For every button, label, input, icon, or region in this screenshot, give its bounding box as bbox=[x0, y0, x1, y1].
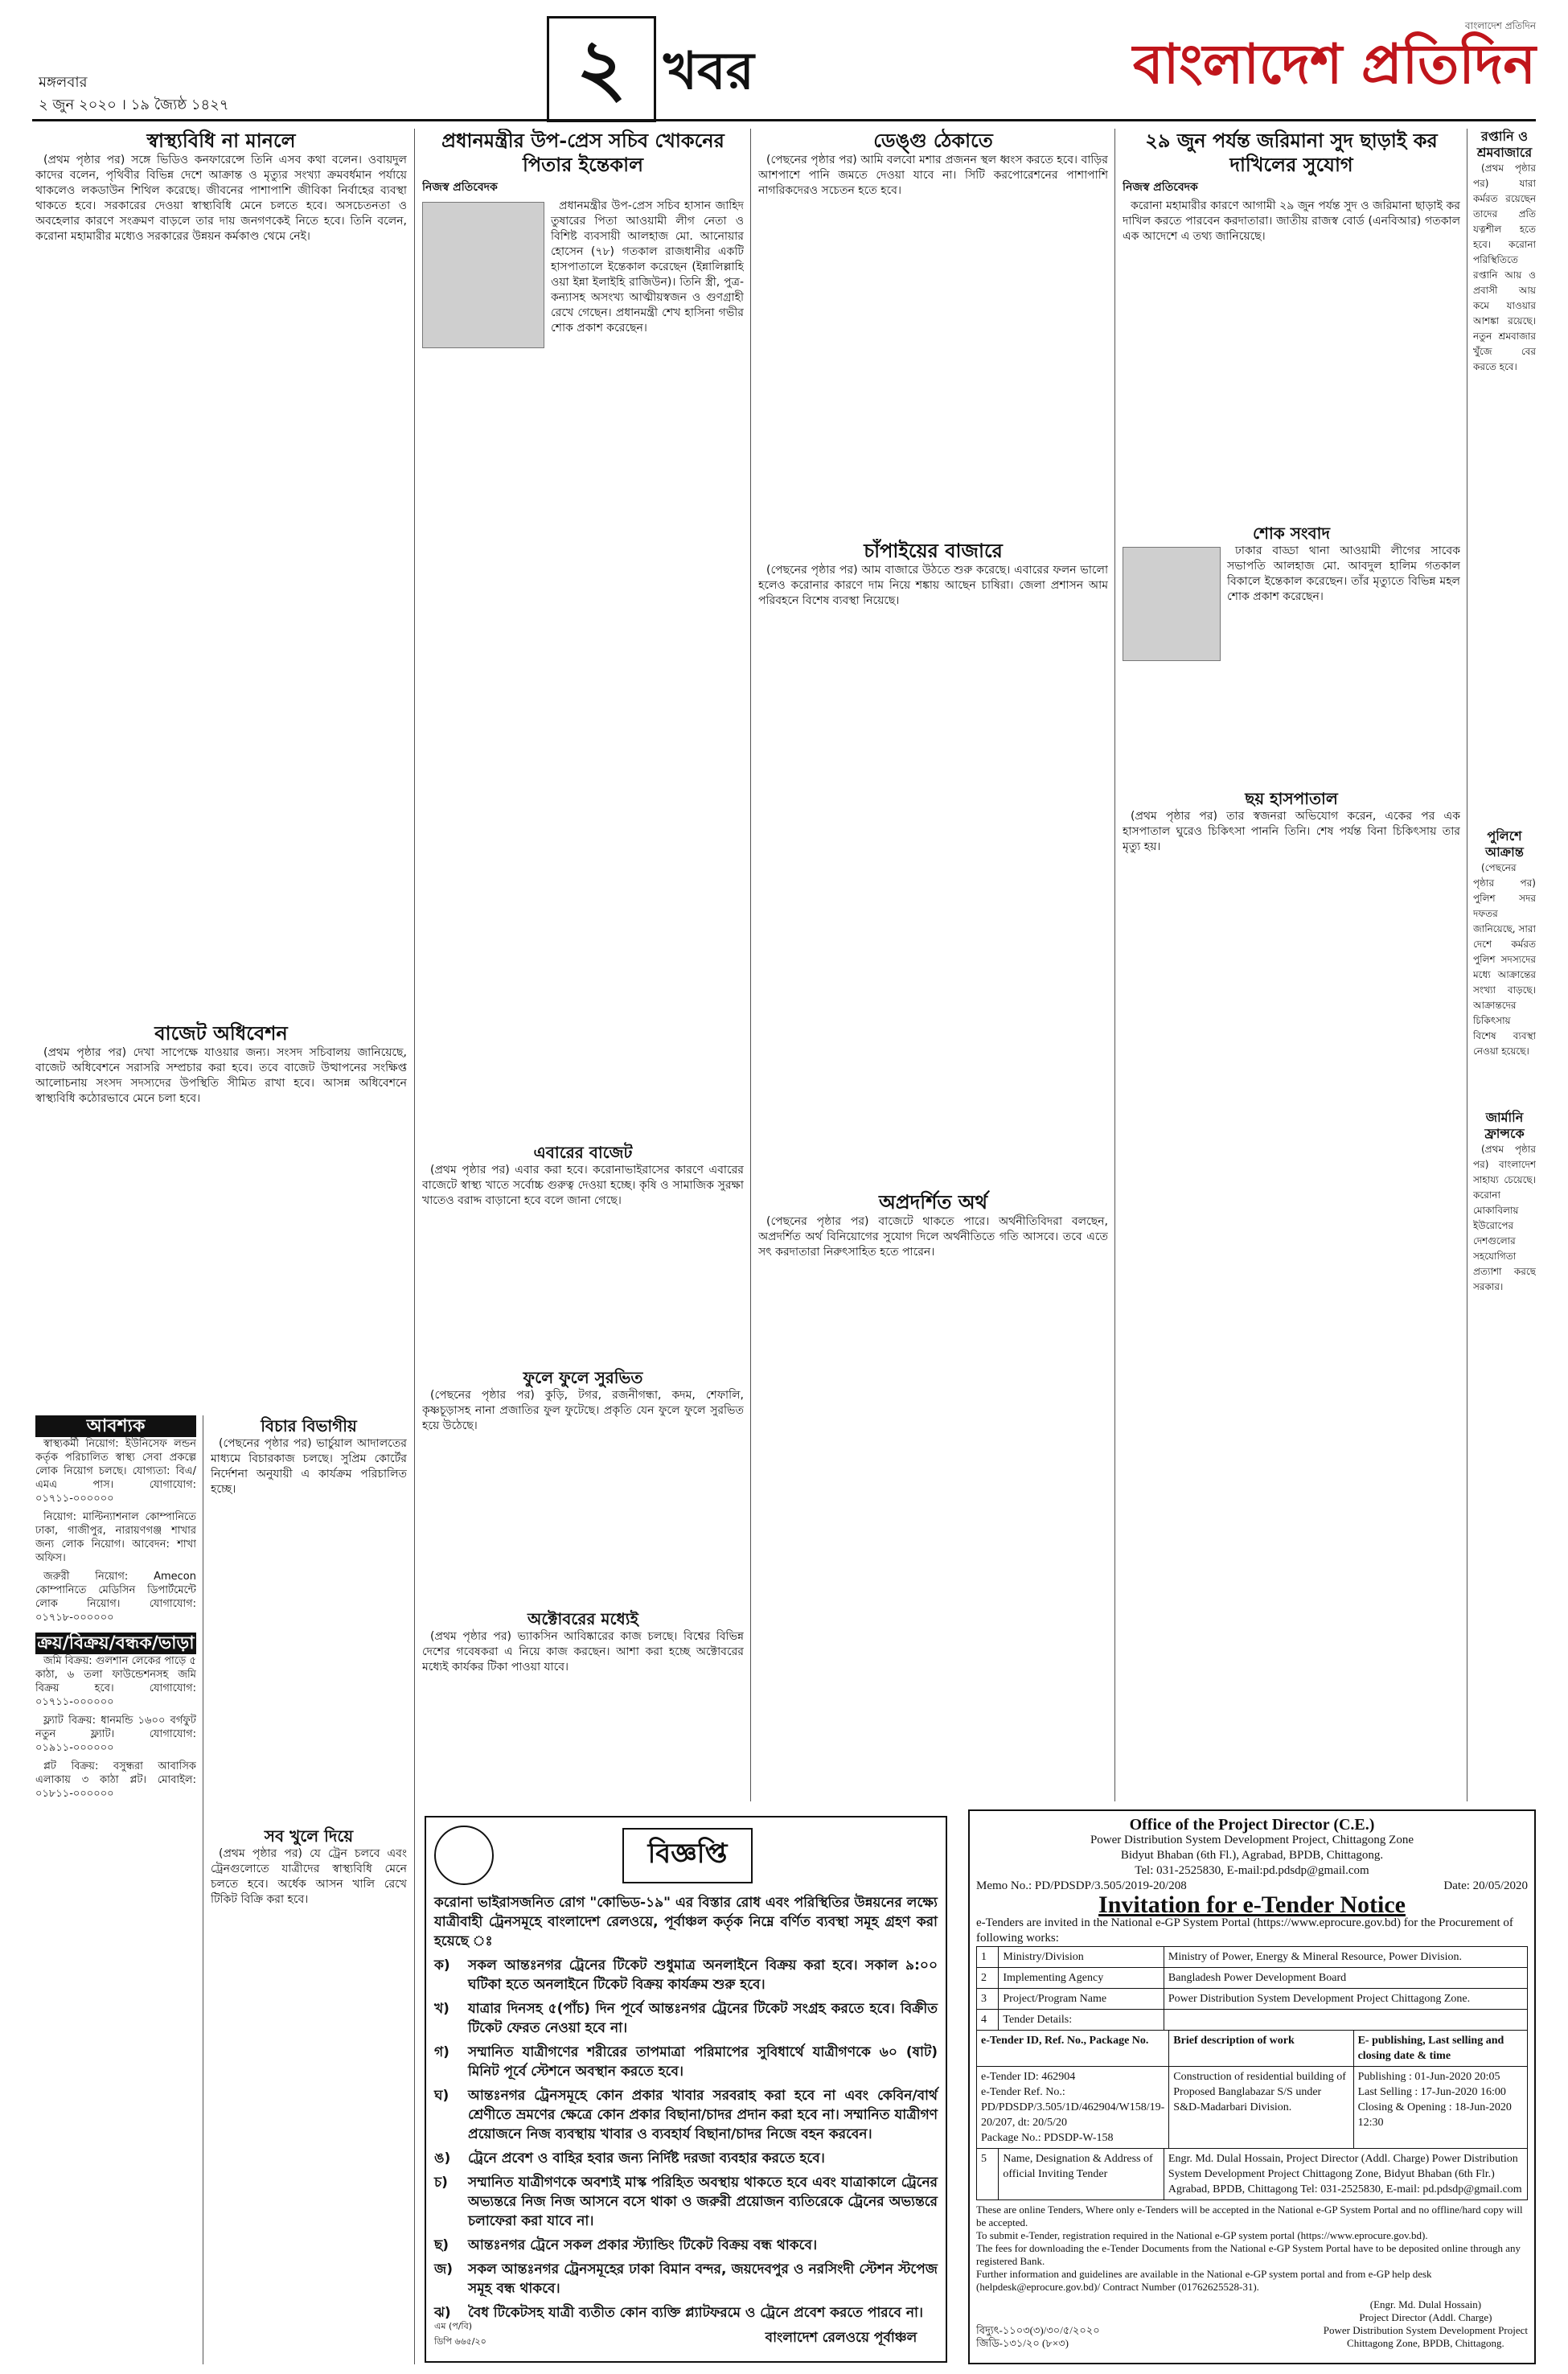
notice-item bbox=[434, 1956, 938, 1994]
tender-row bbox=[977, 1968, 1528, 1989]
row-label: Project/Program Name bbox=[999, 1989, 1164, 2010]
notice-item-marker: গ) bbox=[434, 2044, 449, 2060]
article-headline: অপ্রদর্শিত অর্থ bbox=[878, 1190, 988, 1214]
article-body: প্রধানমন্ত্রীর উপ-প্রেস সচিব হাসান জাহিদ তুষারের পিতা আওয়ামী লীগ নেতা ও বিশিষ্ট ব্যবসায়ী আলহাজ মো. আনোয়ার হোসেন (৭৮) গতকাল রাজধানীর একটি হাসপাতালে ইন্তেকাল করেছেন (ইন্নালিল্লাহি ওয়া ইন্না ইলাইহি রাজিউন)। তিনি স্ত্রী, পুত্র-কন্যাসহ অসংখ্য আত্মীয়স্বজন ও গুণগ্রাহী রেখে গেছেন। প্রধানমন্ত্রী শেখ হাসিনা গভীর শোক প্রকাশ করেছেন। bbox=[551, 199, 744, 335]
article-health bbox=[35, 129, 407, 1013]
row-number: 4 bbox=[977, 2010, 999, 2031]
article-byline: নিজস্ব প্রতিবেদক bbox=[1123, 181, 1198, 194]
masthead-day: মঙ্গলবার bbox=[39, 74, 88, 91]
condolence-photo bbox=[1123, 547, 1221, 661]
notice-item-text: সকল আন্তঃনগর ট্রেনের টিকেট শুধুমাত্র অনলাইনে বিক্রয় করা হবে। সকাল ৯:০০ ঘটিকা হতে অনলাইনে টিকেট বিক্রয় কার্যক্রম শুরু হবে। bbox=[468, 1957, 938, 1993]
notice-item-text: বৈধ টিকেটসহ যাত্রী ব্যতীত কোন ব্যক্তি প্ল্যাটফরমে ও ট্রেনে প্রবেশ করতে পারবে না। bbox=[468, 2305, 924, 2321]
row-label: Name, Designation & Address of official Inviting Tender bbox=[999, 2149, 1164, 2200]
notice-item bbox=[434, 2236, 938, 2255]
paper-name: বাংলাদেশ প্রতিদিন bbox=[1132, 32, 1536, 97]
notice-item-marker: ঙ) bbox=[434, 2150, 451, 2167]
article-october bbox=[422, 1608, 744, 1809]
section-title: খবর bbox=[663, 42, 754, 101]
article-headline: অক্টোবরের মধ্যেই bbox=[527, 1609, 638, 1629]
article-body: ঢাকার বাড্ডা থানা আওয়ামী লীগের সাবেক সভাপতি আলহাজ মো. আবদুল হালিম গতকাল বিকালে ইন্তেকাল করেছেন। তাঁর মৃত্যুতে বিভিন্ন মহল শোক প্রকাশ করেছেন। bbox=[1227, 544, 1460, 603]
notice-item bbox=[434, 2043, 938, 2081]
article-headline: শোক সংবাদ bbox=[1253, 524, 1330, 543]
notice-ref-line: এম (প/বি) bbox=[434, 2321, 472, 2331]
railway-emblem bbox=[434, 1826, 494, 1885]
article-headline: সব খুলে দিয়ে bbox=[264, 1826, 354, 1846]
notice-ref bbox=[434, 2319, 486, 2350]
signer-title: Project Director (Addl. Charge) bbox=[1359, 2311, 1492, 2323]
article-police bbox=[1473, 828, 1536, 1102]
article-headline: রপ্তানি ও শ্রমবাজারে bbox=[1476, 129, 1533, 160]
paper-logo bbox=[1132, 19, 1536, 97]
row-label: Tender Details: bbox=[999, 2010, 1164, 2031]
notice-item-text: সকল আন্তঃনগর ট্রেনসমূহের ঢাকা বিমান বন্দর, জয়দেবপুর ও নরসিংদী স্টেশন স্টপেজ সমূহ বন্ধ থাকবে। bbox=[468, 2261, 938, 2297]
article-headline: ছয় হাসপাতাল bbox=[1245, 789, 1338, 808]
classified-item: প্লট বিক্রয়: বসুন্ধরা আবাসিক এলাকায় ৩ কাঠা প্লট। মোবাইল: ০১৮১১-০০০০০০ bbox=[35, 1760, 196, 1800]
article-budget bbox=[35, 1021, 407, 1407]
article-headline: চাঁপাইয়ের বাজারে bbox=[864, 539, 1003, 562]
article-germany bbox=[1473, 1110, 1536, 1801]
tender-note: The fees for downloading the e-Tender Documents from the National e-GP System Portal have to be deposited online through any registered Bank. bbox=[976, 2242, 1521, 2267]
article-body: (পেছনের পৃষ্ঠার পর) বাজেটে থাকতে পারে। অর্থনীতিবিদরা বলছেন, অপ্রদর্শিত অর্থ বিনিয়োগের সুযোগ দিলে অর্থনীতিতে গতি আসবে। তবে এতে সৎ করদাতারা নিরুৎসাহিত হতে পারেন। bbox=[758, 1215, 1108, 1259]
article-body: (পেছনের পৃষ্ঠার পর) কুড়ি, টগর, রজনীগন্ধা, কদম, শেফালি, কৃষ্ণচূড়াসহ নানা প্রজাতির ফুল ফুটেছে। প্রকৃতি যেন ফুলে ফুলে সুরভিত হয়ে উঠেছে। bbox=[422, 1389, 744, 1432]
article-court bbox=[211, 1415, 407, 1817]
article-body: (প্রথম পৃষ্ঠার পর) যারা কর্মরত রয়েছেন তাদের প্রতি যত্নশীল হতে হবে। করোনা পরিস্থিতিতে রপ্তানি আয় ও প্রবাসী আয় কমে যাওয়ার আশঙ্কা রয়েছে। নতুন শ্রমবাজার খুঁজে বের করতে হবে। bbox=[1473, 162, 1536, 372]
article-headline: প্রধানমন্ত্রীর উপ-প্রেস সচিব খোকনের পিতার ইন্তেকাল bbox=[441, 129, 724, 176]
column-divider bbox=[414, 129, 415, 2364]
notice-item bbox=[434, 2173, 938, 2231]
row-value: Ministry of Power, Energy & Mineral Resource, Power Division. bbox=[1164, 1947, 1527, 1968]
classifieds-column bbox=[35, 1415, 196, 2364]
notice-item-marker: ক) bbox=[434, 1957, 450, 1974]
article-body: (পেছনের পৃষ্ঠার পর) পুলিশ সদর দফতর জানিয়েছে, সারা দেশে কর্মরত পুলিশ সদস্যদের মধ্যে আক্রান্তের সংখ্যা বাড়ছে। আক্রান্তদের চিকিৎসায় বিশেষ ব্যবস্থা নেওয়া হয়েছে। bbox=[1473, 862, 1536, 1057]
tender-note: These are online Tenders, Where only e-Tenders will be accepted in the National e-GP System Portal and no offline/hard copy will be accepted. bbox=[976, 2204, 1523, 2228]
notice-intro: করোনা ভাইরাসজনিত রোগ "কোভিড-১৯" এর বিস্তার রোধ এবং পরিস্থিতির উন্নয়নের লক্ষ্যে যাত্রীবাহী ট্রেনসমূহে বাংলাদেশ রেলওয়ে, পূর্বাঞ্চল কর্তৃক নিম্নে বর্ণিত ব্যবস্থা সমূহ গ্রহণ করা হয়েছে ঃ bbox=[434, 1895, 938, 1949]
article-body: (প্রথম পৃষ্ঠার পর) সঙ্গে ভিডিও কনফারেন্সে তিনি এসব কথা বলেন। ওবায়দুল কাদের বলেন, পৃথিবীর বিভিন্ন দেশে আক্রান্ত ও মৃত্যুর সংখ্যা ক্রমবর্ধমান পর্যায়ে থাকলেও লকডাউন শিথিল করেছে। জীবনের পাশাপাশি জীবিকা নির্বাহের ব্যবস্থা থাকতে হবে। সরকারের দেওয়া স্বাস্থ্যবিধি মেনে চলতে হবে। অসচেতনতা ও অবহেলার কারণে সংক্রমণ বাড়লে তার দায় জনগণকেই নিতে হবে। তিনি বলেন, করোনা মহামারীর মধ্যেও সরকারের উন্নয়ন কর্মকাণ্ড থেমে নেই। bbox=[35, 154, 407, 243]
detail-cell: Construction of residential building of Proposed Banglabazar S/S under S&D-Madarbari Division. bbox=[1169, 2067, 1353, 2149]
tender-signer bbox=[1324, 2298, 1528, 2350]
notice-item-text: আন্তঃনগর ট্রেনসমূহে কোন প্রকার খাবার সরবরাহ করা হবে না এবং কেবিন/বার্থ শ্রেণীতে ভ্রমণের ক্ষেত্রে কোন প্রকার বিছানা/চাদর প্রদান করা হবে না। সম্মানিত যাত্রীগণ প্রয়োজনে নিজ ব্যবস্থায় খাবার ও ব্যবহার্য বিছানা/চাদর নিজে বহন করবেন। bbox=[468, 2088, 938, 2142]
tender-office: Office of the Project Director (C.E.) bbox=[1129, 1816, 1375, 1834]
tender-table bbox=[976, 1946, 1528, 2031]
article-headline: ফুলে ফুলে সুরভিত bbox=[523, 1368, 643, 1387]
article-budget-this-time bbox=[422, 1142, 744, 1351]
classified-item: স্বাস্থ্যকর্মী নিয়োগ: ইউনিসেফ লন্ডন কর্তৃক পরিচালিত স্বাস্থ্য সেবা প্রকল্পে লোক নিয়োগ চলছে। যোগ্যতা: বিএ/এমএ পাস। যোগাযোগ: ০১৭১১-০০০০০০ bbox=[35, 1438, 196, 1505]
classified-item: জরুরী নিয়োগ: Amecon কোম্পানিতে মেডিসিন ডিপার্টমেন্টে লোক নিয়োগ। যোগাযোগ: ০১৭১৮-০০০০০০ bbox=[35, 1571, 196, 1624]
row-value bbox=[1164, 2010, 1527, 2031]
notice-ref-line: ডিপি ৬৬৫/২০ bbox=[434, 2336, 486, 2347]
tender-memo: Memo No.: PD/PDSDP/3.505/2019-20/208 bbox=[976, 1879, 1187, 1892]
column-divider bbox=[750, 129, 751, 1801]
notice-item-marker: চ) bbox=[434, 2175, 448, 2191]
signer-org: Power Distribution System Development Project bbox=[1323, 2324, 1528, 2336]
article-condolence bbox=[1123, 523, 1460, 780]
row-label: Implementing Agency bbox=[999, 1968, 1164, 1989]
article-body: (প্রথম পৃষ্ঠার পর) ভ্যাকসিন আবিষ্কারের কাজ চলছে। বিশ্বের বিভিন্ন দেশের গবেষকরা এ নিয়ে কাজ করছেন। আশা করা হচ্ছে অক্টোবরের মধ্যেই কার্যকর টিকা পাওয়া যাবে। bbox=[422, 1630, 744, 1674]
tender-intro: e-Tenders are invited in the National e-GP System Portal (https://www.eprocure.gov.bd) for the Procurement of following works: bbox=[976, 1916, 1513, 1945]
article-headline: ২৯ জুন পর্যন্ত জরিমানা সুদ ছাড়াই কর দাখিলের সুযোগ bbox=[1145, 129, 1438, 176]
tender-project: Power Distribution System Development Project, Chittagong Zone bbox=[1090, 1834, 1414, 1846]
row-number: 5 bbox=[977, 2149, 999, 2200]
article-headline: বাজেট অধিবেশন bbox=[154, 1021, 288, 1045]
article-body: (পেছনের পৃষ্ঠার পর) ভার্চুয়াল আদালতের মাধ্যমে বিচারকাজ চলছে। সুপ্রিম কোর্টের নির্দেশনা অনুযায়ী এ কার্যক্রম পরিচালিত হচ্ছে। bbox=[211, 1437, 407, 1496]
article-economy bbox=[758, 1190, 1108, 1801]
notice-item bbox=[434, 2086, 938, 2144]
detail-header: Brief description of work bbox=[1169, 2031, 1353, 2067]
article-headline: পুলিশে আক্রান্ত bbox=[1485, 828, 1524, 860]
advertisement-ref: বিদ্যুৎ-১১০৩(৩)/৩০/৫/২০২০ জিডি-১৩১/২০ (৮×৩) bbox=[976, 2324, 1100, 2349]
article-body: করোনা মহামারীর কারণে আগামী ২৯ জুন পর্যন্ত সুদ ও জরিমানা ছাড়াই কর দাখিল করতে পারবেন করদাতারা। জাতীয় রাজস্ব বোর্ড (এনবিআর) গতকাল এক আদেশে এ তথ্য জানিয়েছে। bbox=[1123, 199, 1460, 243]
detail-header: E- publishing, Last selling and closing date & time bbox=[1353, 2031, 1527, 2067]
railway-notice bbox=[425, 1816, 947, 2363]
row-number: 1 bbox=[977, 1947, 999, 1968]
classified-item: নিয়োগ: মাল্টিন্যাশনাল কোম্পানিতে ঢাকা, গাজীপুর, নারায়ণগঞ্জ শাখার জন্য লোক নিয়োগ। আবেদন: শাখা অফিস। bbox=[35, 1511, 196, 1564]
notice-item bbox=[434, 2303, 938, 2323]
article-all-open bbox=[211, 1826, 407, 2364]
detail-cell: e-Tender ID: 462904 e-Tender Ref. No.: PD/PDSDP/3.505/1D/462904/W158/19-20/207, dt: 20/5/20 Package No.: PDSDP-W-158 bbox=[977, 2067, 1169, 2149]
portrait-photo bbox=[422, 202, 544, 348]
article-headline: এবারের বাজেট bbox=[533, 1143, 633, 1162]
tender-address: Bidyut Bhaban (6th Fl.), Agrabad, BPDB, Chittagong. bbox=[1120, 1849, 1384, 1862]
notice-item-text: আন্তঃনগর ট্রেনে সকল প্রকার স্ট্যান্ডিং টিকেট বিক্রয় বন্ধ থাকবে। bbox=[468, 2237, 818, 2253]
jobs-header: আবশ্যক bbox=[35, 1415, 196, 1437]
article-flowers bbox=[422, 1367, 744, 1600]
article-dengue bbox=[758, 129, 1108, 531]
notice-heading: বিজ্ঞপ্তি bbox=[622, 1828, 753, 1883]
article-body: (প্রথম পৃষ্ঠার পর) তার স্বজনরা অভিযোগ করেন, একের পর এক হাসপাতাল ঘুরেও চিকিৎসা পাননি তিনি। শেষ পর্যন্ত বিনা চিকিৎসায় তার মৃত্যু হয়। bbox=[1123, 810, 1460, 853]
tender-row bbox=[977, 1947, 1528, 1968]
tender-contact: Tel: 031-2525830, E-mail:pd.pdsdp@gmail.com bbox=[1135, 1864, 1369, 1877]
row-value: Bangladesh Power Development Board bbox=[1164, 1968, 1527, 1989]
article-headline: স্বাস্থ্যবিধি না মানলে bbox=[146, 129, 296, 152]
article-body: (প্রথম পৃষ্ঠার পর) এবার করা হবে। করোনাভাইরাসের কারণে এবারের বাজেটে স্বাস্থ্য খাতে সর্বোচ্চ গুরুত্ব দেওয়া হচ্ছে। কৃষি ও সামাজিক সুরক্ষা খাতেও বরাদ্দ বাড়ানো হবে বলে জানা গেছে। bbox=[422, 1164, 744, 1207]
tender-official-table bbox=[976, 2148, 1528, 2200]
article-pm-secretary bbox=[422, 129, 744, 1142]
article-body: (পেছনের পৃষ্ঠার পর) আমি বলবো মশার প্রজনন স্থল ধ্বংস করতে হবে। বাড়ির আশপাশে পানি জমতে দেওয়া যাবে না। সিটি করপোরেশনের পাশাপাশি নাগরিকদেরও সচেতন হতে হবে। bbox=[758, 154, 1108, 197]
classified-item: জমি বিক্রয়: গুলশান লেকের পাড়ে ৫ কাঠা, ৬ তলা ফাউন্ডেশনসহ জমি বিক্রয় হবে। যোগাযোগ: ০১৭১১-০০০০০০ bbox=[35, 1655, 196, 1708]
masthead-date: ২ জুন ২০২০ । ১৯ জ্যৈষ্ঠ ১৪২৭ bbox=[39, 97, 229, 113]
article-body: (প্রথম পৃষ্ঠার পর) যে ট্রেন চলবে এবং ট্রেনগুলোতে যাত্রীদের স্বাস্থ্যবিধি মেনে চলতে হবে। অর্ধেক আসন খালি রেখে টিকিট বিক্রি করা হবে। bbox=[211, 1847, 407, 1906]
tender-date: Date: 20/05/2020 bbox=[1443, 1879, 1528, 1892]
article-headline: জার্মানি ফ্রান্সকে bbox=[1484, 1110, 1525, 1141]
notice-item bbox=[434, 2260, 938, 2298]
row-value: Power Distribution System Development Project Chittagong Zone. bbox=[1164, 1989, 1527, 2010]
notice-item-marker: ছ) bbox=[434, 2237, 449, 2253]
row-value: Engr. Md. Dulal Hossain, Project Director (Addl. Charge) Power Distribution System Development Project Chittagong Zone, Bidyut Bhaban (6th Flr.) Agrabad, BPDB, Chittagong Tel: 031-2525830, E-mail: pd.pdsdp@gmail.com bbox=[1164, 2149, 1527, 2200]
article-body: (পেছনের পৃষ্ঠার পর) আম বাজারে উঠতে শুরু করেছে। এবারের ফলন ভালো হলেও করোনার কারণে দাম নিয়ে শঙ্কায় আছেন চাষিরা। জেলা প্রশাসন আম পরিবহনে বিশেষ ব্যবস্থা নিয়েছে। bbox=[758, 564, 1108, 607]
tender-title: Invitation for e-Tender Notice bbox=[1098, 1891, 1406, 1918]
signer-address: Chittagong Zone, BPDB, Chittagong. bbox=[1347, 2337, 1504, 2349]
tender-row bbox=[977, 2010, 1528, 2031]
notice-item-text: সম্মানিত যাত্রীগণের শরীরের তাপমাত্রা পরিমাপের সুবিধার্থে যাত্রীগণকে ৬০ (ষাট) মিনিট পূর্বে স্টেশনে অবস্থান করতে হবে। bbox=[468, 2044, 938, 2080]
article-export bbox=[1473, 129, 1536, 820]
detail-header: e-Tender ID, Ref. No., Package No. bbox=[977, 2031, 1169, 2067]
tender-note: To submit e-Tender, registration required in the National e-GP system portal (https://www.eprocure.gov.bd). bbox=[976, 2229, 1428, 2241]
article-byline: নিজস্ব প্রতিবেদক bbox=[422, 181, 498, 194]
paper-tag: বাংলাদেশ প্রতিদিন bbox=[1464, 20, 1536, 31]
article-chapai bbox=[758, 539, 1108, 1182]
classified-item: ফ্ল্যাট বিক্রয়: ধানমন্ডি ১৬০০ বর্গফুট নতুন ফ্ল্যাট। যোগাযোগ: ০১৯১১-০০০০০০ bbox=[35, 1715, 196, 1754]
notice-list bbox=[434, 1956, 938, 2323]
notice-item-marker: ঘ) bbox=[434, 2088, 449, 2104]
tender-detail-table bbox=[976, 2030, 1528, 2149]
notice-item-marker: ঝ) bbox=[434, 2305, 451, 2321]
notice-item-marker: জ) bbox=[434, 2261, 453, 2277]
row-label: Ministry/Division bbox=[999, 1947, 1164, 1968]
notice-item-text: ট্রেনে প্রবেশ ও বাহির হবার জন্য নির্দিষ্ট দরজা ব্যবহার করতে হবে। bbox=[468, 2150, 825, 2167]
article-fine bbox=[1123, 129, 1460, 515]
article-hospital bbox=[1123, 788, 1460, 1801]
notice-item-marker: খ) bbox=[434, 2001, 449, 2017]
article-headline: বিচার বিভাগীয় bbox=[261, 1416, 357, 1435]
tender-row bbox=[977, 1989, 1528, 2010]
tender-notes bbox=[976, 2204, 1528, 2294]
notice-item-text: যাত্রার দিনসহ ৫(পাঁচ) দিন পূর্বে আন্তঃনগর ট্রেনের টিকেট সংগ্রহ করতে হবে। বিক্রীত টিকেট ফেরত নেওয়া হবে না। bbox=[468, 2001, 938, 2036]
signer-name: (Engr. Md. Dulal Hossain) bbox=[1369, 2298, 1482, 2310]
notice-item bbox=[434, 1999, 938, 2038]
masthead-rule bbox=[32, 119, 1536, 121]
page-number: ২ bbox=[547, 16, 656, 122]
article-headline: ডেঙ্গু ঠেকাতে bbox=[873, 129, 993, 152]
tender-notice bbox=[968, 1809, 1536, 2364]
article-body: (প্রথম পৃষ্ঠার পর) বাংলাদেশ সাহায্য চেয়েছে। করোনা মোকাবিলায় ইউরোপের দেশগুলোর সহযোগিতা প্রত্যাশা করছে সরকার। bbox=[1473, 1144, 1536, 1292]
article-body: (প্রথম পৃষ্ঠার পর) দেখা সাপেক্ষে যাওয়ার জন্য। সংসদ সচিবালয় জানিয়েছে, বাজেট অধিবেশনে সরাসরি সম্প্রচার করা হবে। তবে বাজেট উত্থাপনের সংক্ষিপ্ত আলোচনায় সংসদ সদস্যদের উপস্থিতি সীমিত রাখা হবে। আসন্ন অধিবেশনে স্বাস্থ্যবিধি কঠোরভাবে মেনে চলা হবে। bbox=[35, 1046, 407, 1105]
sales-header: ক্রয়/বিক্রয়/বন্ধক/ভাড়া bbox=[35, 1633, 196, 1654]
detail-cell: Publishing : 01-Jun-2020 20:05 Last Selling : 17-Jun-2020 16:00 Closing & Opening : 18-Jun-2020 12:30 bbox=[1353, 2067, 1527, 2149]
row-number: 2 bbox=[977, 1968, 999, 1989]
notice-item bbox=[434, 2149, 938, 2168]
column-divider bbox=[1114, 129, 1115, 1801]
tender-note: Further information and guidelines are available in the National e-GP system portal and from e-GP help desk (helpdesk@eprocure.gov.bd)/ Contract Number (01762625528-31). bbox=[976, 2268, 1432, 2293]
notice-item-text: সম্মানিত যাত্রীগণকে অবশ্যই মাস্ক পরিহিত অবস্থায় থাকতে হবে এবং যাত্রাকালে ট্রেনের অভ্যন্তরে নিজ নিজ আসনে বসে থাকা ও জরুরী প্রয়োজন ব্যতিরেকে ট্রেনের অভ্যন্তরে চলাফেরা করা যাবে না। bbox=[468, 2175, 938, 2229]
row-number: 3 bbox=[977, 1989, 999, 2010]
notice-signature: বাংলাদেশ রেলওয়ে পূর্বাঞ্চল bbox=[765, 2330, 917, 2346]
